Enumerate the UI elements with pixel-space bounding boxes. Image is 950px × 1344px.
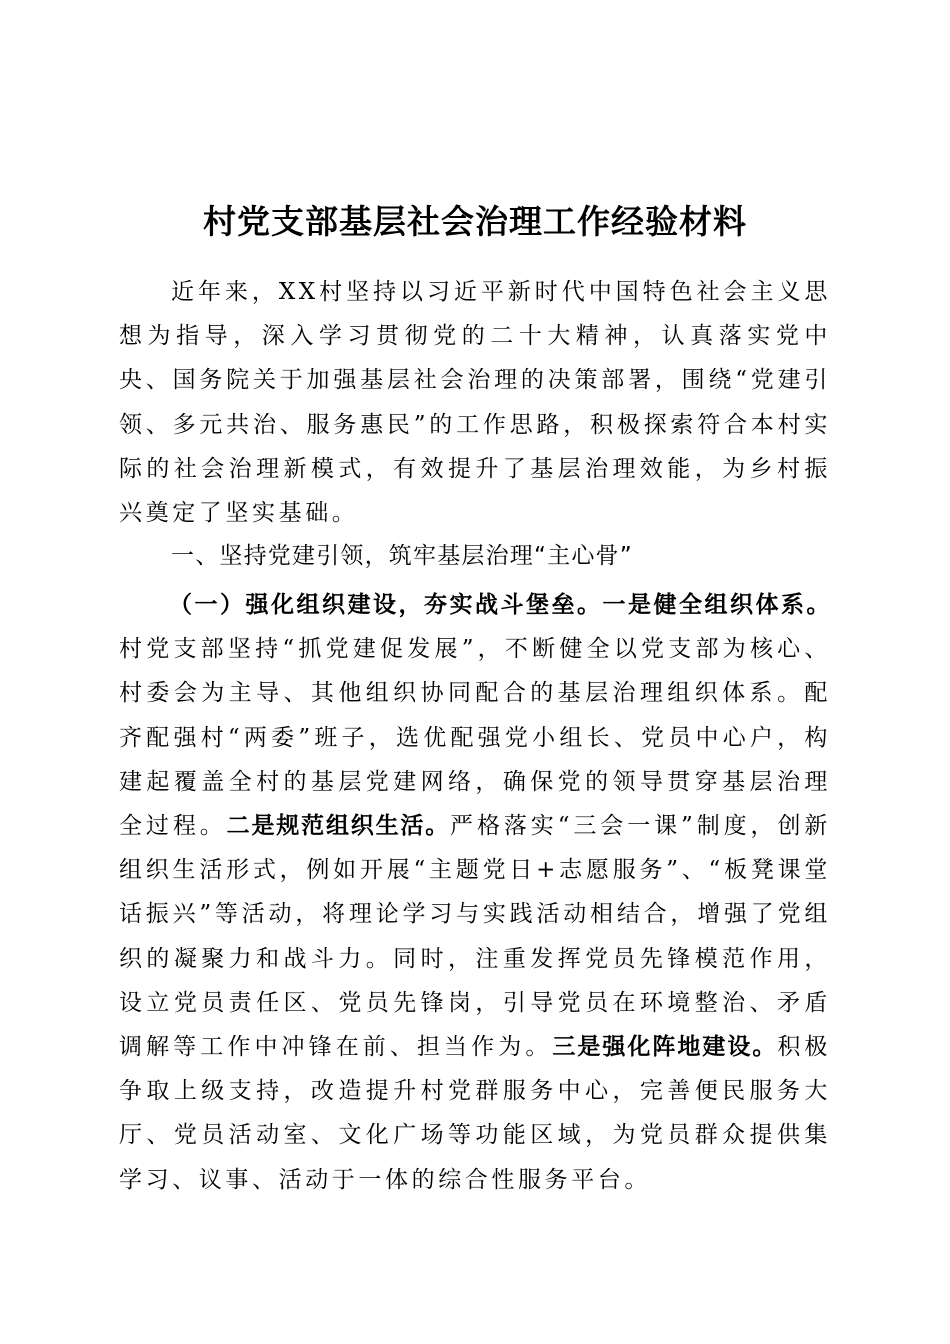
- document-title: 村党支部基层社会治理工作经验材料: [203, 202, 747, 241]
- intro-paragraph: 近年来，XX村坚持以习近平新时代中国特色社会主义思想为指导，深入学习贯彻党的二十大精神，认真落实党中央、国务院关于加强基层社会治理的决策部署，围绕“党建引领、多元共治、服务惠民”的工作思路，积极探索符合本村实际的社会治理新模式，有效提升了基层治理效能，为乡村振兴奠定了坚实基础。: [119, 279, 831, 527]
- subsection-1-text-3: 积极争取上级支持，改造提升村党群服务中心，完善便民服务大厅、党员活动室、文化广场等功能区域，为党员群众提供集学习、议事、活动于一体的综合性服务平台。: [119, 1034, 832, 1193]
- subsection-1-lead: （一）强化组织建设，夯实战斗堡垒。一是健全组织体系。: [169, 592, 831, 618]
- subsection-1-text-1: 村党支部坚持“抓党建促发展”，不断健全以党支部为核心、村委会为主导、其他组织协同配合的基层治理组织体系。配齐配强村“两委”班子，选优配强党小组长、党员中心户，构建起覆盖全村的基层党建网络，确保党的领导贯穿基层治理全过程。: [119, 636, 831, 840]
- subsection-1-point-2-lead: 二是规范组织生活。: [226, 813, 451, 840]
- subsection-1-text-2: 严格落实“三会一课”制度，创新组织生活形式，例如开展“主题党日+志愿服务”、“板凳课堂话振兴”等活动，将理论学习与实践活动相结合，增强了党组织的凝聚力和战斗力。同时，注重发挥党员先锋模范作用，设立党员责任区、党员先锋岗，引导党员在环境整治、矛盾调解等工作中冲锋在前、担当作为。: [119, 813, 831, 1061]
- subsection-1-point-3-lead: 三是强化阵地建设。: [552, 1034, 778, 1061]
- subsection-1-paragraph: [119, 583, 831, 1202]
- section-1-heading: 一、坚持党建引领，筑牢基层治理“主心骨”: [171, 543, 633, 569]
